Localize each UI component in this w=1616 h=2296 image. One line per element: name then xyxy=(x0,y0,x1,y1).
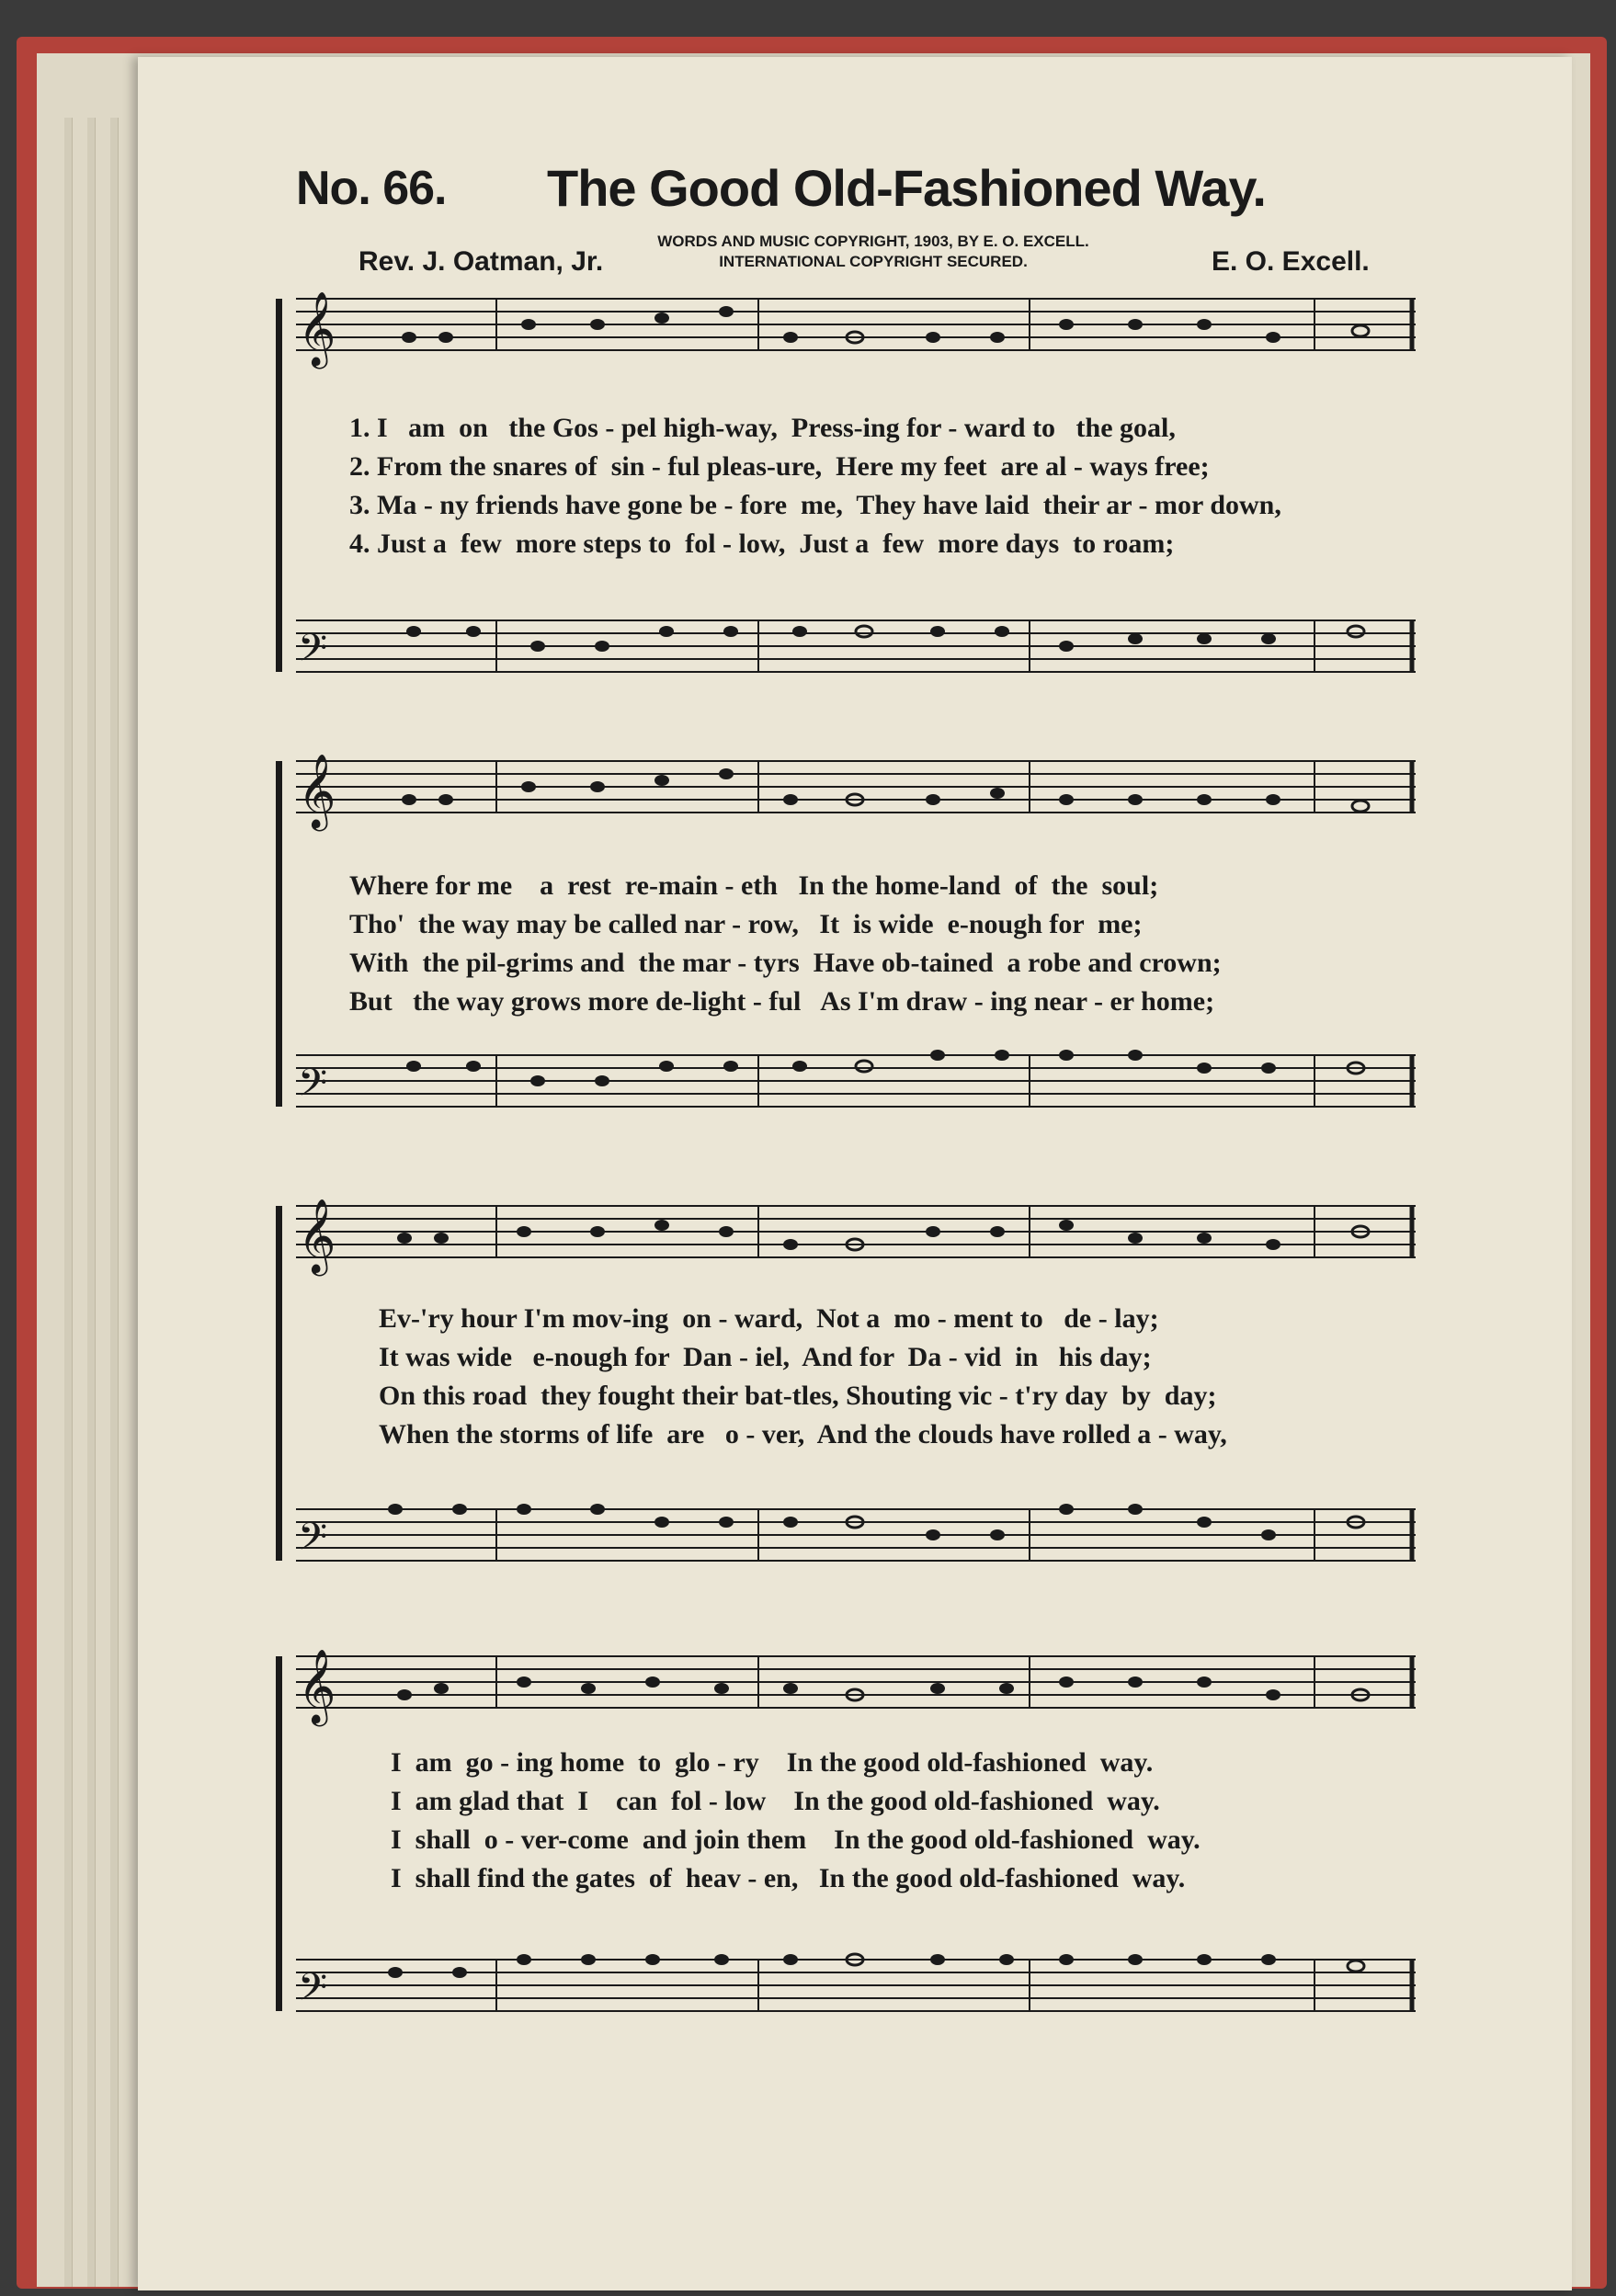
lyric-line: 2. From the snares of sin - ful pleas-ure, Here my feet are al - ways free; xyxy=(349,451,1210,482)
svg-text:𝄢: 𝄢 xyxy=(298,626,328,679)
lyric-line: 1. I am on the Gos - pel high-way, Press-ing for - ward to the goal, xyxy=(349,413,1176,443)
svg-text:𝄢: 𝄢 xyxy=(298,1515,328,1568)
page-edge-strip xyxy=(87,118,96,2287)
music-system-3 xyxy=(276,1197,1416,1610)
copyright-line: INTERNATIONAL COPYRIGHT SECURED. xyxy=(719,253,1028,270)
lyric-line: Ev-'ry hour I'm mov-ing on - ward, Not a mo - ment to de - lay; xyxy=(379,1303,1159,1334)
lyric-line: With the pil-grims and the mar - tyrs Have ob-tained a robe and crown; xyxy=(349,948,1222,978)
lyrics-block xyxy=(349,867,1360,1021)
lyrics-block xyxy=(379,1300,1390,1454)
page-edge-strip xyxy=(110,118,119,2287)
composer: E. O. Excell. xyxy=(1212,246,1370,277)
lyric-line: Tho' the way may be called nar - row, It is wide e-nough for me; xyxy=(349,909,1143,939)
music-system-4 xyxy=(276,1647,1416,2079)
svg-text:𝄞: 𝄞 xyxy=(298,1648,336,1723)
copyright-notice xyxy=(588,232,1158,272)
svg-text:𝄞: 𝄞 xyxy=(298,1198,336,1273)
lyric-line: It was wide e-nough for Dan - iel, And for Da - vid in his day; xyxy=(379,1342,1152,1372)
lyric-line: 3. Ma - ny friends have gone be - fore me, They have laid their ar - mor down, xyxy=(349,490,1281,520)
lyricist: Rev. J. Oatman, Jr. xyxy=(358,246,604,277)
lyric-line: I am glad that I can fol - low In the good old-fashioned way. xyxy=(391,1786,1160,1816)
svg-text:𝄢: 𝄢 xyxy=(298,1965,328,2018)
hymn-title: The Good Old-Fashioned Way. xyxy=(547,159,1266,217)
svg-text:𝄞: 𝄞 xyxy=(298,290,336,366)
lyric-line: I shall find the gates of heav - en, In the good old-fashioned way. xyxy=(391,1863,1186,1893)
page-edge-strip xyxy=(64,118,73,2287)
svg-text:𝄢: 𝄢 xyxy=(298,1061,328,1114)
lyric-line: Where for me a rest re-main - eth In the home-land of the soul; xyxy=(349,870,1159,901)
lyric-line: But the way grows more de-light - ful As I'm draw - ing near - er home; xyxy=(349,986,1215,1017)
lyric-line: I shall o - ver-come and join them In the good old-fashioned way. xyxy=(391,1824,1201,1855)
lyrics-block xyxy=(349,409,1360,563)
lyric-line: When the storms of life are o - ver, And the clouds have rolled a - way, xyxy=(379,1419,1227,1449)
lyric-line: 4. Just a few more steps to fol - low, Just a few more days to roam; xyxy=(349,529,1175,559)
music-system-1 xyxy=(276,290,1416,722)
hymn-number: No. 66. xyxy=(296,162,447,215)
copyright-line: WORDS AND MUSIC COPYRIGHT, 1903, BY E. O. EXCELL. xyxy=(657,233,1089,250)
svg-text:𝄞: 𝄞 xyxy=(298,753,336,828)
lyric-line: On this road they fought their bat-tles, Shouting vic - t'ry day by day; xyxy=(379,1381,1217,1411)
lyrics-block xyxy=(391,1744,1402,1898)
music-system-2 xyxy=(276,752,1416,1165)
lyric-line: I am go - ing home to glo - ry In the good old-fashioned way. xyxy=(391,1747,1154,1778)
